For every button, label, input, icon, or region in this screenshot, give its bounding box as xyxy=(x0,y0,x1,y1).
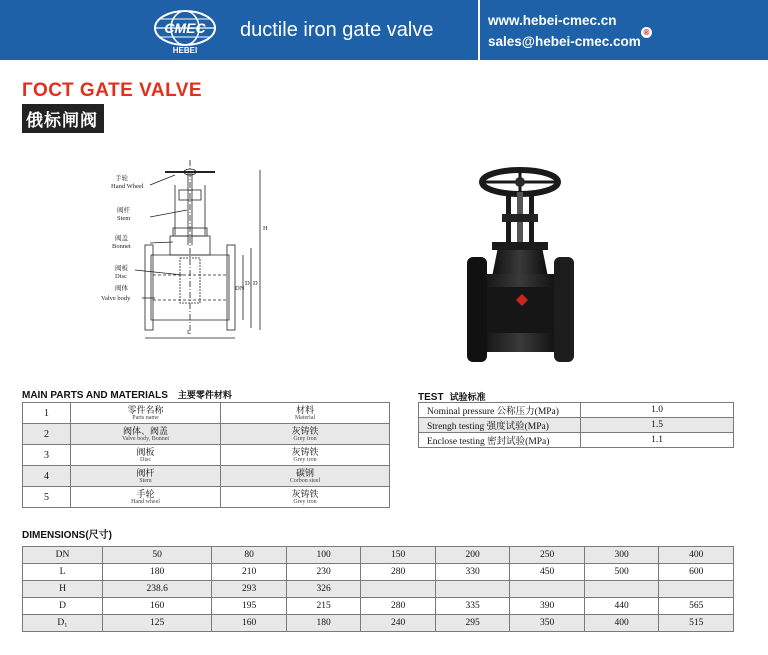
test-heading-en: TEST xyxy=(418,392,444,403)
diagram-label-disc-en: Disc xyxy=(115,273,127,280)
parts-heading-cn: 主要零件材料 xyxy=(177,390,232,400)
dimensions-heading: DIMENSIONS(尺寸) xyxy=(22,530,112,541)
parts-material-cell xyxy=(221,466,390,487)
dimension-cell xyxy=(361,581,436,598)
test-heading-cn: 试验标准 xyxy=(449,392,486,402)
table-row xyxy=(419,418,734,433)
test-value: 1.1 xyxy=(581,433,734,448)
dimensions-table xyxy=(22,546,734,632)
parts-num: 5 xyxy=(23,487,71,508)
diagram-dim-d1: D₁ xyxy=(245,280,252,287)
dimension-cell xyxy=(659,581,734,598)
product-title: ГОСТ GATE VALVE xyxy=(22,80,203,101)
diagram-label-body-en: Valve body xyxy=(101,295,131,302)
parts-material-cn: 灰铸铁 xyxy=(291,488,319,499)
table-row xyxy=(23,598,734,615)
dimension-cell: 326 xyxy=(286,581,361,598)
parts-name-cell xyxy=(71,403,221,424)
parts-num: 1 xyxy=(23,403,71,424)
cmec-logo xyxy=(150,6,220,56)
table-row xyxy=(23,581,734,598)
diagram-dim-l: L xyxy=(187,329,191,336)
dimension-cell: 150 xyxy=(361,547,436,564)
diagram-label-bonnet-en: Bonnet xyxy=(112,243,131,250)
dimension-cell: 80 xyxy=(212,547,287,564)
parts-heading xyxy=(22,388,232,401)
test-value: 1.0 xyxy=(581,403,734,418)
dimension-cell: 215 xyxy=(286,598,361,615)
dimension-row-header: DN xyxy=(23,547,103,564)
header-contact xyxy=(488,10,641,52)
diagram-dim-d: D xyxy=(253,280,258,287)
parts-num: 4 xyxy=(23,466,71,487)
table-row xyxy=(419,433,734,448)
parts-name-en: Disc xyxy=(140,456,151,463)
parts-name-en: Hand wheel xyxy=(131,498,160,505)
table-row xyxy=(23,424,390,445)
dimension-cell: 600 xyxy=(659,564,734,581)
email-link[interactable]: sales@hebei-cmec.com xyxy=(488,34,641,49)
parts-name-cell xyxy=(71,424,221,445)
test-label: Nominal pressure 公称压力(MPa) xyxy=(419,403,581,418)
dimension-row-header: D₁ xyxy=(23,615,103,632)
dimension-cell: 180 xyxy=(286,615,361,632)
parts-name-cn: 阀杆 xyxy=(136,467,155,478)
parts-table xyxy=(22,402,390,508)
table-row xyxy=(23,466,390,487)
parts-name-cn: 零件名称 xyxy=(127,404,164,415)
dimension-cell: 200 xyxy=(435,547,510,564)
parts-name-cn: 手轮 xyxy=(136,488,155,499)
dimension-row-header: H xyxy=(23,581,103,598)
dimension-cell: 210 xyxy=(212,564,287,581)
parts-name-en: Valve body, Bonnet xyxy=(121,435,170,442)
table-row xyxy=(23,615,734,632)
product-title-cn: 俄标闸阀 xyxy=(22,104,104,133)
page-header xyxy=(0,0,768,60)
parts-name-cn: 阀体、阀盖 xyxy=(122,425,168,436)
dimension-cell: 350 xyxy=(510,615,585,632)
dimension-cell: 390 xyxy=(510,598,585,615)
website-link[interactable]: www.hebei-cmec.cn xyxy=(488,13,617,28)
dimension-cell: 238.6 xyxy=(103,581,212,598)
dimension-cell: 195 xyxy=(212,598,287,615)
dimension-cell: 295 xyxy=(435,615,510,632)
parts-heading-en: MAIN PARTS AND MATERIALS xyxy=(22,390,168,401)
parts-material-en: Grey iron xyxy=(293,498,317,505)
dimension-cell: 565 xyxy=(659,598,734,615)
header-title: ductile iron gate valve xyxy=(240,19,434,41)
dimension-cell xyxy=(510,581,585,598)
diagram-label-body-cn: 阀体 xyxy=(115,285,128,292)
parts-material-cell xyxy=(221,487,390,508)
dimension-cell: 400 xyxy=(659,547,734,564)
parts-material-cell xyxy=(221,445,390,466)
parts-material-cell xyxy=(221,403,390,424)
parts-name-cell xyxy=(71,466,221,487)
diagram-label-handwheel-en: Hand Wheel xyxy=(111,183,144,190)
parts-material-en: Corbon steel xyxy=(289,477,321,484)
test-label: Strengh testing 强度试验(MPa) xyxy=(419,418,581,433)
diagram-label-stem-cn: 阀杆 xyxy=(117,207,130,214)
dimension-row-header: D xyxy=(23,598,103,615)
diagram-label-bonnet-cn: 阀盖 xyxy=(115,235,128,242)
dimension-cell: 250 xyxy=(510,547,585,564)
parts-material-cn: 灰铸铁 xyxy=(291,425,319,436)
dimension-cell xyxy=(435,581,510,598)
dimension-cell: 160 xyxy=(212,615,287,632)
logo-brand-text: CMEC xyxy=(164,20,206,36)
dimension-cell: 330 xyxy=(435,564,510,581)
parts-name-cell xyxy=(71,445,221,466)
diagram-dim-h: H xyxy=(263,225,268,232)
parts-material-en: Grey iron xyxy=(293,435,317,442)
dimension-cell: 300 xyxy=(584,547,659,564)
parts-num: 3 xyxy=(23,445,71,466)
dimension-cell: 335 xyxy=(435,598,510,615)
dimension-cell: 515 xyxy=(659,615,734,632)
test-label: Enclose testing 密封试验(MPa) xyxy=(419,433,581,448)
table-row xyxy=(23,487,390,508)
parts-name-en: Stem xyxy=(139,477,152,484)
dimension-cell: 100 xyxy=(286,547,361,564)
parts-name-cn: 阀板 xyxy=(136,446,155,457)
parts-material-cell xyxy=(221,424,390,445)
table-row xyxy=(23,403,390,424)
parts-material-en: Material xyxy=(294,414,316,421)
registered-icon: ® xyxy=(641,27,652,38)
parts-name-cell xyxy=(71,487,221,508)
dimension-cell: 293 xyxy=(212,581,287,598)
parts-num: 2 xyxy=(23,424,71,445)
diagram-label-disc-cn: 阀板 xyxy=(115,265,128,272)
dimension-cell: 280 xyxy=(361,564,436,581)
header-divider xyxy=(478,0,480,60)
table-row xyxy=(23,564,734,581)
table-row xyxy=(23,547,734,564)
dimension-row-header: L xyxy=(23,564,103,581)
parts-material-en: Grey iron xyxy=(293,456,317,463)
dimension-cell: 450 xyxy=(510,564,585,581)
dimension-cell: 230 xyxy=(286,564,361,581)
dimension-cell xyxy=(584,581,659,598)
dimension-cell: 240 xyxy=(361,615,436,632)
dimension-cell: 400 xyxy=(584,615,659,632)
dimension-cell: 500 xyxy=(584,564,659,581)
dimension-cell: 440 xyxy=(584,598,659,615)
test-table xyxy=(418,402,734,448)
test-value: 1.5 xyxy=(581,418,734,433)
parts-material-cn: 碳钢 xyxy=(295,467,314,478)
diagram-dim-dn: DN xyxy=(235,285,245,292)
parts-material-cn: 灰铸铁 xyxy=(291,446,319,457)
valve-photo xyxy=(462,162,592,362)
dimension-cell: 280 xyxy=(361,598,436,615)
diagram-label-stem-en: Stem xyxy=(117,215,131,222)
table-row xyxy=(23,445,390,466)
dimension-cell: 180 xyxy=(103,564,212,581)
valve-diagram xyxy=(95,150,285,350)
logo-sub-text: HEBEI xyxy=(172,46,198,55)
diagram-label-handwheel-cn: 手轮 xyxy=(115,175,128,182)
parts-material-cn: 材料 xyxy=(295,404,314,415)
dimension-cell: 160 xyxy=(103,598,212,615)
dimension-cell: 50 xyxy=(103,547,212,564)
table-row xyxy=(419,403,734,418)
dimension-cell: 125 xyxy=(103,615,212,632)
parts-name-en: Parts name xyxy=(132,414,159,421)
